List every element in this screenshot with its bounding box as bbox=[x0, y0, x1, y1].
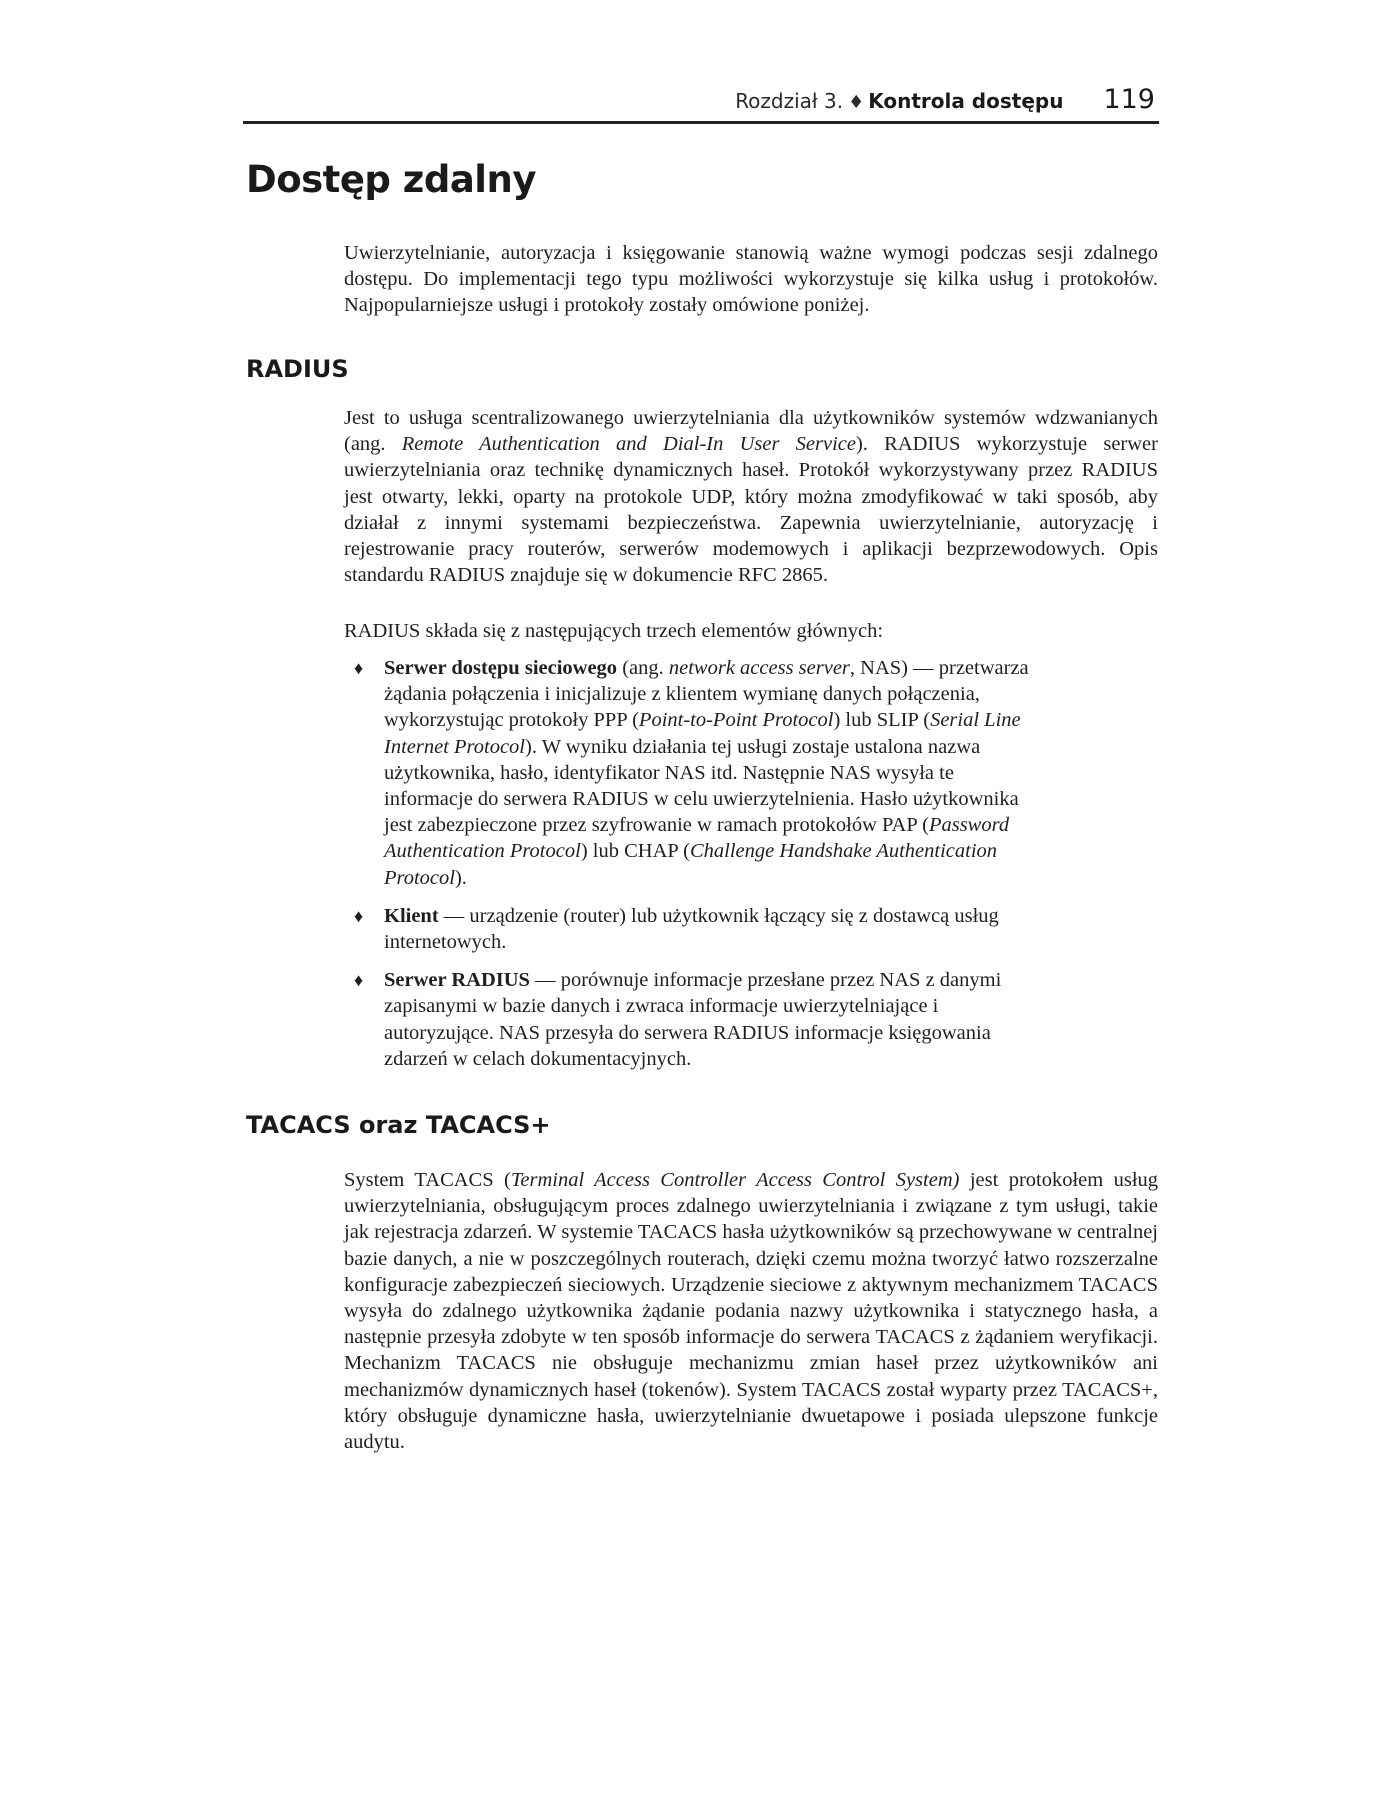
diamond-bullet-icon: ♦ bbox=[354, 658, 364, 678]
item-text: (ang. bbox=[617, 657, 669, 679]
radius-components-list bbox=[344, 655, 1158, 1072]
radius-text-1: Jest to usługa scentralizowanego uwierzytelniania dla użytkowników systemów wdzwanianych (ang. bbox=[344, 407, 1158, 456]
tacacs-text-2: jest protokołem usług uwierzytelniania, obsługującym proces zdalnego uwierzytelniania i związane z tym usługi, takie jak rejestracja zdarzeń. W systemie TACACS hasła użytkowników są przechowywane w centralnej bazie danych, a nie w poszczególnych routerach, dzięki czemu można tworzyć łatwo rozszerzalne konfiguracje zabezpieczeń sieciowych. Urządzenie sieciowe z aktywnym mechanizmem TACACS wysyła do zdalnego użytkownika żądanie podania nazwy użytkownika i statycznego hasła, a następnie przesyła zdobyte w ten sposób informacje do serwera TACACS z żądaniem weryfikacji. Mechanizm TACACS nie obsługuje mechanizmu zmian haseł przez użytkowników ani mechanizmów dynamicznych haseł (tokenów). System TACACS został wyparty przez TACACS+, który obsługuje dynamiczne hasła, uwierzytelnianie dwuetapowe i posiada ulepszone funkcje audytu. bbox=[344, 1169, 1159, 1454]
chapter-title: Kontrola dostępu bbox=[868, 89, 1064, 113]
item-italic: Challenge Handshake Authentication Protocol bbox=[384, 840, 998, 889]
tacacs-paragraph bbox=[344, 1167, 1158, 1455]
diamond-separator-icon: ♦ bbox=[848, 92, 865, 113]
item-text: , NAS) — przetwarza żądania połączenia i inicjalizuje z klientem wymianę danych połączenia, wykorzystując protokoły PPP ( bbox=[384, 657, 1029, 732]
chapter-label: Rozdział 3. bbox=[735, 89, 844, 113]
tacacs-text-1: System TACACS ( bbox=[344, 1169, 511, 1191]
section-heading-tacacs: TACACS oraz TACACS+ bbox=[246, 1111, 551, 1139]
tacacs-full-name: Terminal Access Controller Access Control System) bbox=[510, 1169, 960, 1191]
radius-full-name: Remote Authentication and Dial-In User Service bbox=[401, 433, 856, 456]
radius-text-2: ). RADIUS wykorzystuje serwer uwierzytelniania oraz technikę dynamicznych haseł. Protokół wykorzystywany przez RADIUS jest otwarty, lekki, oparty na protokole UDP, który można zmodyfikować w taki sposób, aby działał z innymi systemami bezpieczeństwa. Zapewnia uwierzytelnianie, autoryzację i rejestrowanie pracy routerów, serwerów modemowych i aplikacji bezprzewodowych. Opis standardu RADIUS znajduje się w dokumencie RFC 2865. bbox=[344, 433, 1158, 587]
term-nas: Serwer dostępu sieciowego bbox=[384, 657, 618, 679]
item-italic: Password Authentication Protocol bbox=[384, 814, 1010, 863]
item-text: ). bbox=[454, 866, 467, 889]
item-italic: Point-to-Point Protocol bbox=[638, 709, 834, 732]
running-header bbox=[243, 84, 1159, 124]
term-client: Klient bbox=[384, 904, 439, 927]
diamond-bullet-icon: ♦ bbox=[354, 970, 364, 991]
list-item bbox=[344, 903, 1044, 955]
page-number: 119 bbox=[1103, 84, 1155, 115]
header-rule bbox=[243, 121, 1159, 124]
list-item bbox=[344, 967, 1044, 1072]
item-text: ). W wyniku działania tej usługi zostaje ustalona nazwa użytkownika, hasło, identyfikator NAS itd. Następnie NAS wysyła te informacje do serwera RADIUS w celu uwierzytelnienia. Hasło użytkownika jest zabezpieczone przez szyfrowanie w ramach protokołów PAP ( bbox=[384, 735, 1019, 837]
list-item bbox=[344, 655, 1044, 891]
radius-paragraph bbox=[344, 405, 1158, 588]
item-text: ) lub SLIP ( bbox=[833, 709, 931, 732]
intro-paragraph: Uwierzytelnianie, autoryzacja i księgowanie stanowią ważne wymogi podczas sesji zdalnego dostępu. Do implementacji tego typu możliwości wykorzystuje się kilka usług i protokołów. Najpopularniejsze usługi i protokoły zostały omówione poniżej. bbox=[344, 242, 1158, 317]
section-heading-radius: RADIUS bbox=[246, 355, 349, 383]
term-radius-server: Serwer RADIUS bbox=[384, 969, 530, 992]
item-text: — urządzenie (router) lub użytkownik łączący się z dostawcą usług internetowych. bbox=[384, 904, 999, 954]
item-italic: Serial Line Internet Protocol bbox=[384, 709, 1021, 758]
page-title: Dostęp zdalny bbox=[246, 158, 536, 201]
item-text: ) lub CHAP ( bbox=[580, 840, 690, 863]
item-italic: network access server bbox=[668, 657, 850, 679]
item-text: — porównuje informacje przesłane przez NAS z danymi zapisanymi w bazie danych i zwraca informacje uwierzytelniające i autoryzujące. NAS przesyła do serwera RADIUS informacje księgowania zdarzeń w celach dokumentacyjnych. bbox=[384, 969, 1002, 1070]
radius-components-intro: RADIUS składa się z następujących trzech elementów głównych: bbox=[344, 620, 884, 642]
diamond-bullet-icon: ♦ bbox=[354, 905, 364, 926]
